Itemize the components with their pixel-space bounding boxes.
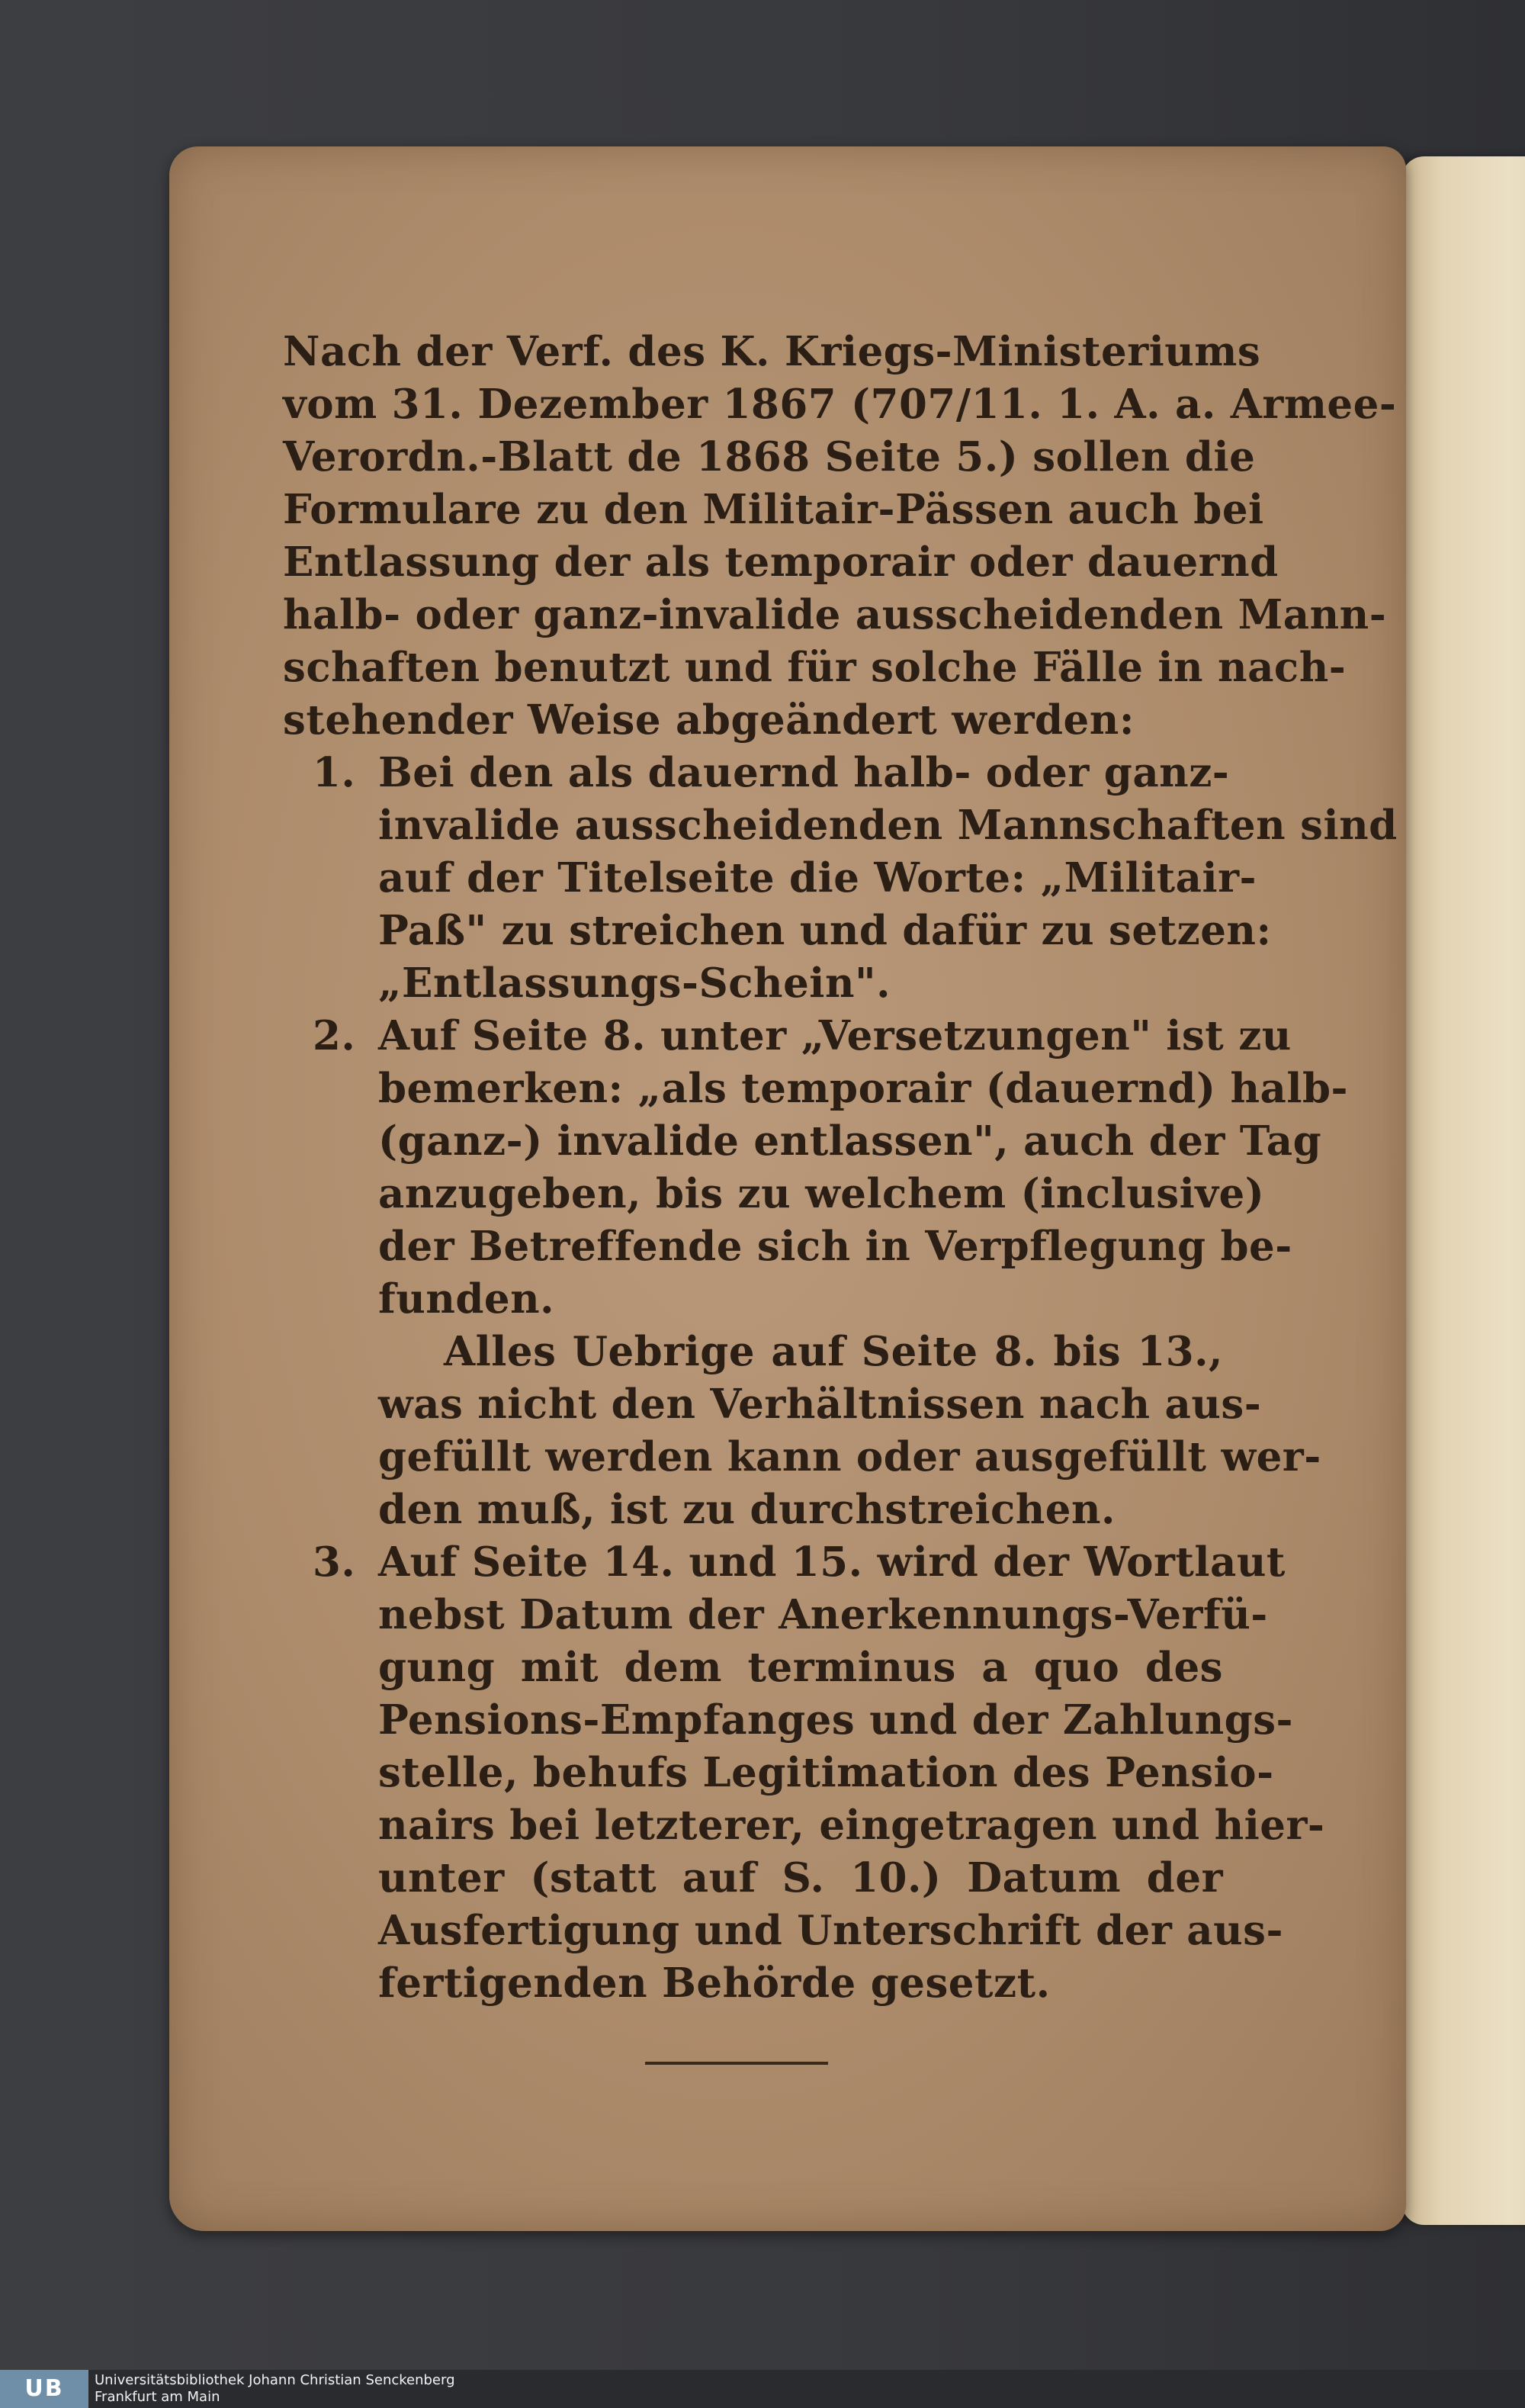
item-line: auf der Titelseite die Worte: „Militair-	[378, 854, 1257, 902]
item-line: Ausfertigung und Unterschrift der aus-	[378, 1907, 1283, 1954]
sub-paragraph-line: was nicht den Verhältnissen nach aus-	[378, 1381, 1262, 1428]
item-line: nairs bei letzterer, eingetragen und hier-	[378, 1802, 1325, 1849]
item-line: „Entlassungs-Schein".	[378, 960, 891, 1007]
item-line: Auf Seite 8. unter „Versetzungen" ist zu	[378, 1012, 1292, 1059]
library-logo: UB	[0, 2370, 88, 2408]
item-line: der Betreffende sich in Verpflegung be-	[378, 1223, 1292, 1270]
institution-name	[95, 2372, 455, 2406]
item-line: Auf Seite 14. und 15. wird der Wortlaut	[378, 1538, 1286, 1586]
item-line: anzugeben, bis zu welchem (inclusive)	[378, 1170, 1265, 1217]
intro-line: stehender Weise abgeändert werden:	[283, 696, 1135, 744]
item-line: invalide ausscheidenden Mannschaften sind	[378, 802, 1398, 849]
facing-page-edge	[1401, 156, 1525, 2225]
item-line: Bei den als dauernd halb- oder ganz-	[378, 749, 1230, 796]
intro-line: vom 31. Dezember 1867 (707/11. 1. A. a. Armee-	[283, 381, 1397, 428]
item-number: 3.	[313, 1538, 356, 1586]
institution-line-2: Frankfurt am Main	[95, 2389, 220, 2405]
item-line: Pensions-Empfanges und der Zahlungs-	[378, 1696, 1294, 1744]
item-line: fertigenden Behörde gesetzt.	[378, 1960, 1051, 2007]
item-line: Paß" zu streichen und dafür zu setzen:	[378, 907, 1272, 954]
sub-paragraph-line: gefüllt werden kann oder ausgefüllt wer-	[378, 1433, 1321, 1480]
item-line: stelle, behufs Legitimation des Pensio-	[378, 1749, 1274, 1796]
intro-line: Entlassung der als temporair oder dauernd	[283, 539, 1279, 586]
item-line: nebst Datum der Anerkennungs-Verfü-	[378, 1591, 1268, 1638]
item-number: 1.	[313, 749, 356, 796]
item-line: (ganz-) invalide entlassen", auch der Tag	[378, 1117, 1322, 1165]
closing-rule	[645, 2062, 828, 2065]
institution-line-1: Universitätsbibliothek Johann Christian Senckenberg	[95, 2372, 455, 2388]
item-line: funden.	[378, 1275, 555, 1323]
item-number: 2.	[313, 1012, 356, 1059]
sub-paragraph-line: den muß, ist zu durchstreichen.	[378, 1486, 1116, 1533]
item-line: unter (statt auf S. 10.) Datum der	[378, 1854, 1223, 1902]
item-line: bemerken: „als temporair (dauernd) halb-	[378, 1065, 1349, 1112]
intro-line: schaften benutzt und für solche Fälle in nach-	[283, 644, 1347, 691]
intro-line: Formulare zu den Militair-Pässen auch bei	[283, 486, 1264, 533]
sub-paragraph-line: Alles Uebrige auf Seite 8. bis 13.,	[444, 1328, 1223, 1375]
intro-line: halb- oder ganz-invalide ausscheidenden Mann-	[283, 591, 1387, 638]
intro-line: Verordn.-Blatt de 1868 Seite 5.) sollen die	[283, 433, 1256, 481]
intro-line: Nach der Verf. des K. Kriegs-Ministeriums	[283, 328, 1261, 375]
item-line: gung mit dem terminus a quo des	[378, 1644, 1223, 1691]
